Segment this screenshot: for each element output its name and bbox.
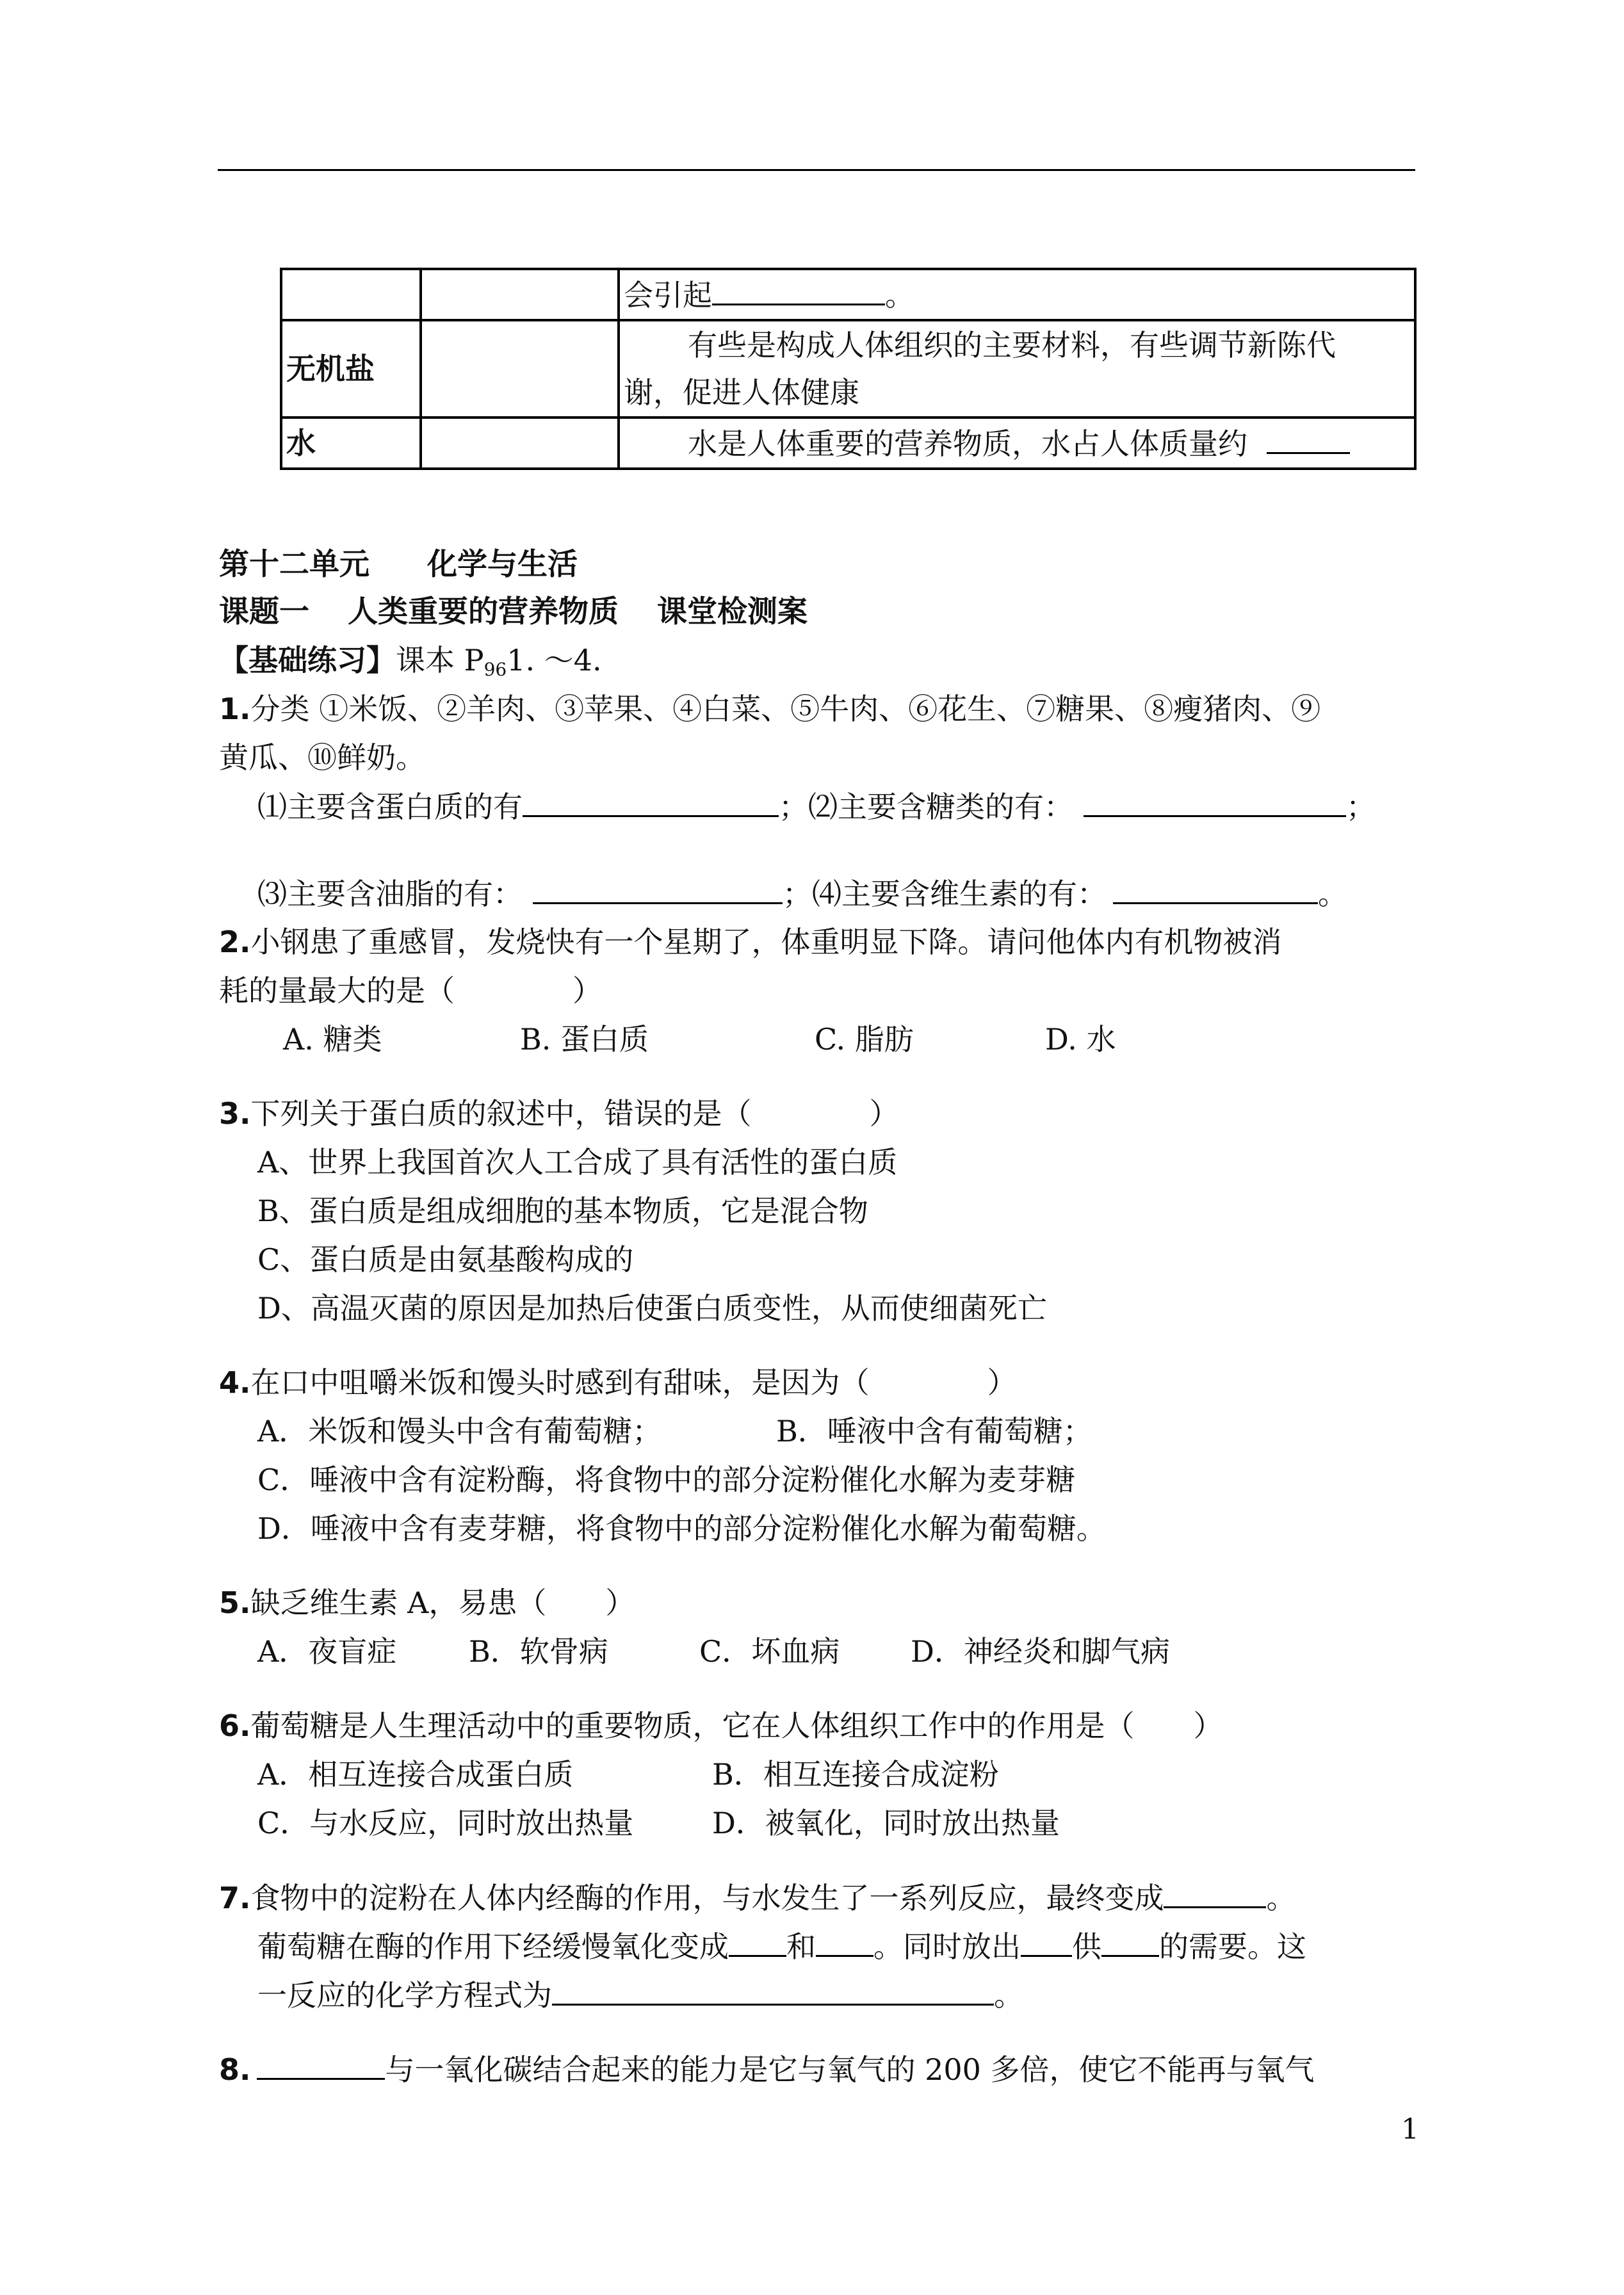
question-text: 供 xyxy=(1072,1929,1101,1964)
option-d: D．神经炎和脚气病 xyxy=(911,1634,1170,1669)
option-b: B. 蛋白质 xyxy=(520,1022,649,1057)
fill-blank xyxy=(552,1970,994,2006)
option-a: A．夜盲症 xyxy=(257,1634,397,1669)
question-number: 6. xyxy=(219,1708,251,1743)
question-1 xyxy=(219,685,1423,733)
question-text: 食物中的淀粉在人体内经酶的作用，与水发生了一系列反应，最终变成 xyxy=(250,1881,1164,1915)
table-cell-source xyxy=(421,418,619,469)
question-text: 黄瓜、⑩鲜奶。 xyxy=(219,740,425,775)
cell-text: 。 xyxy=(885,278,915,312)
unit-title xyxy=(219,541,1423,588)
question-text: 。同时放出 xyxy=(873,1929,1021,1964)
option-a: A．相互连接合成蛋白质 xyxy=(257,1757,574,1792)
question-7-line2 xyxy=(219,1922,1423,1970)
question-text: 和 xyxy=(786,1929,816,1964)
question-6 xyxy=(219,1701,1423,1750)
table-cell-name: 水 xyxy=(281,418,421,469)
question-7-line3 xyxy=(219,1970,1423,2019)
question-text: 葡萄糖在酶的作用下经缓慢氧化变成 xyxy=(257,1929,729,1964)
part-text: ⑷主要含维生素的有： xyxy=(812,877,1107,911)
table-cell-source xyxy=(421,269,619,320)
question-text: 。 xyxy=(994,1978,1023,2013)
question-2-options xyxy=(219,1015,1423,1064)
question-text: 。 xyxy=(1266,1881,1296,1915)
lesson-number: 课题一 xyxy=(219,594,309,629)
part-text: ⑶主要含油脂的有： xyxy=(257,877,523,911)
table-row xyxy=(281,320,1415,418)
table-row xyxy=(281,418,1415,469)
question-number: 4. xyxy=(219,1365,251,1400)
fill-blank xyxy=(533,869,783,904)
option-d: D. 水 xyxy=(1045,1022,1116,1057)
table-cell-function xyxy=(619,418,1415,469)
question-2 xyxy=(219,918,1423,966)
header-rule xyxy=(218,169,1415,171)
fill-blank xyxy=(816,1922,873,1957)
cell-text: 有些是构成人体组织的主要材料，有些调节新陈代 xyxy=(688,328,1336,362)
question-4-options-ab xyxy=(219,1407,1423,1456)
fill-blank xyxy=(1101,1922,1159,1957)
table-row xyxy=(281,269,1415,320)
option-c: C. 脂肪 xyxy=(815,1022,914,1057)
question-text: 葡萄糖是人生理活动中的重要物质，它在人体组织工作中的作用是（ ） xyxy=(250,1708,1223,1743)
option-c: C、蛋白质是由氨基酸构成的 xyxy=(257,1242,634,1277)
option-b: B、蛋白质是组成细胞的基本物质，它是混合物 xyxy=(257,1194,868,1228)
fill-blank xyxy=(1084,782,1346,817)
question-5 xyxy=(219,1578,1423,1627)
part-end: ； xyxy=(1346,790,1376,824)
basic-practice xyxy=(219,636,1423,685)
question-text: 下列关于蛋白质的叙述中，错误的是（ ） xyxy=(250,1096,899,1131)
question-text: 一反应的化学方程式为 xyxy=(257,1978,552,2013)
question-number: 8. xyxy=(219,2052,251,2087)
fill-blank xyxy=(257,2045,385,2080)
fill-blank xyxy=(1164,1873,1266,1908)
table-cell-function xyxy=(619,269,1415,320)
section-label: 【基础练习】 xyxy=(219,643,396,677)
question-4 xyxy=(219,1358,1423,1407)
nutrient-table xyxy=(280,268,1417,470)
question-number: 1. xyxy=(219,692,251,726)
fill-blank xyxy=(1267,419,1350,454)
option-d: D、高温灭菌的原因是加热后使蛋白质变性，从而使细菌死亡 xyxy=(257,1291,1047,1326)
unit-number: 第十二单元 xyxy=(219,547,369,582)
section-text: 课本 P xyxy=(396,643,484,677)
lesson-title xyxy=(219,588,1423,636)
part-end: ； xyxy=(783,877,812,911)
question-1-parts-b xyxy=(219,869,1423,918)
cell-text: 会引起 xyxy=(624,278,713,312)
cell-text: 水是人体重要的营养物质，水占人体质量约 xyxy=(688,426,1248,461)
question-text: 的需要。这 xyxy=(1159,1929,1306,1964)
option-c: C．坏血病 xyxy=(699,1634,840,1669)
worksheet-content xyxy=(219,541,1423,2093)
table-cell-name xyxy=(281,269,421,320)
part-text: ⑴主要含蛋白质的有 xyxy=(257,790,523,824)
option-d: D．被氧化，同时放出热量 xyxy=(712,1806,1060,1840)
page-number: 1 xyxy=(1401,2113,1419,2146)
fill-blank xyxy=(729,1922,786,1957)
fill-blank xyxy=(1113,869,1318,904)
option-c: C．唾液中含有淀粉酶，将食物中的部分淀粉催化水解为麦芽糖 xyxy=(257,1463,1076,1497)
option-a: A．米饭和馒头中含有葡萄糖； xyxy=(257,1414,662,1448)
part-text: ⑵主要含糖类的有： xyxy=(808,790,1073,824)
question-8 xyxy=(219,2045,1423,2093)
question-5-options xyxy=(219,1627,1423,1676)
page-subscript: 96 xyxy=(483,659,507,680)
option-a: A、世界上我国首次人工合成了具有活性的蛋白质 xyxy=(257,1145,898,1180)
question-number: 3. xyxy=(219,1096,251,1131)
table-cell-function xyxy=(619,320,1415,418)
fill-blank xyxy=(1021,1922,1072,1957)
option-a: A. 糖类 xyxy=(283,1022,382,1057)
question-7 xyxy=(219,1873,1423,1922)
fill-blank xyxy=(712,270,885,305)
fill-blank xyxy=(523,782,779,817)
unit-name: 化学与生活 xyxy=(427,547,578,582)
part-end: ； xyxy=(779,790,808,824)
question-text: 缺乏维生素 A，易患（ ） xyxy=(250,1585,635,1620)
table-cell-name: 无机盐 xyxy=(281,320,421,418)
question-6-options-cd xyxy=(219,1799,1423,1847)
question-number: 5. xyxy=(219,1585,251,1620)
question-6-options-ab xyxy=(219,1750,1423,1799)
section-text-tail: 1. ～4. xyxy=(507,643,602,677)
cell-text: 谢，促进人体健康 xyxy=(624,375,860,410)
question-text: 与一氧化碳结合起来的能力是它与氧气的 200 多倍，使它不能再与氧气 xyxy=(385,2052,1315,2087)
option-c: C．与水反应，同时放出热量 xyxy=(257,1806,634,1840)
lesson-type: 课堂检测案 xyxy=(657,594,808,629)
option-b: B．相互连接合成淀粉 xyxy=(712,1757,999,1792)
question-number: 2. xyxy=(219,925,251,959)
question-1-parts-a xyxy=(219,782,1423,831)
option-b: B．唾液中含有葡萄糖； xyxy=(776,1414,1092,1448)
question-number: 7. xyxy=(219,1881,251,1915)
question-text: 小钢患了重感冒，发烧快有一个星期了，体重明显下降。请问他体内有机物被消 xyxy=(250,925,1282,959)
question-text: 分类 ①米饭、②羊肉、③苹果、④白菜、⑤牛肉、⑥花生、⑦糖果、⑧瘦猪肉、⑨ xyxy=(250,692,1321,726)
part-end: 。 xyxy=(1318,877,1347,911)
option-d: D．唾液中含有麦芽糖，将食物中的部分淀粉催化水解为葡萄糖。 xyxy=(257,1511,1106,1546)
option-b: B．软骨病 xyxy=(469,1634,608,1669)
question-text: 在口中咀嚼米饭和馒头时感到有甜味，是因为（ ） xyxy=(250,1365,1017,1400)
lesson-name: 人类重要的营养物质 xyxy=(348,594,619,629)
question-text: 耗的量最大的是（ ） xyxy=(219,973,602,1008)
table-cell-source xyxy=(421,320,619,418)
question-3 xyxy=(219,1089,1423,1138)
